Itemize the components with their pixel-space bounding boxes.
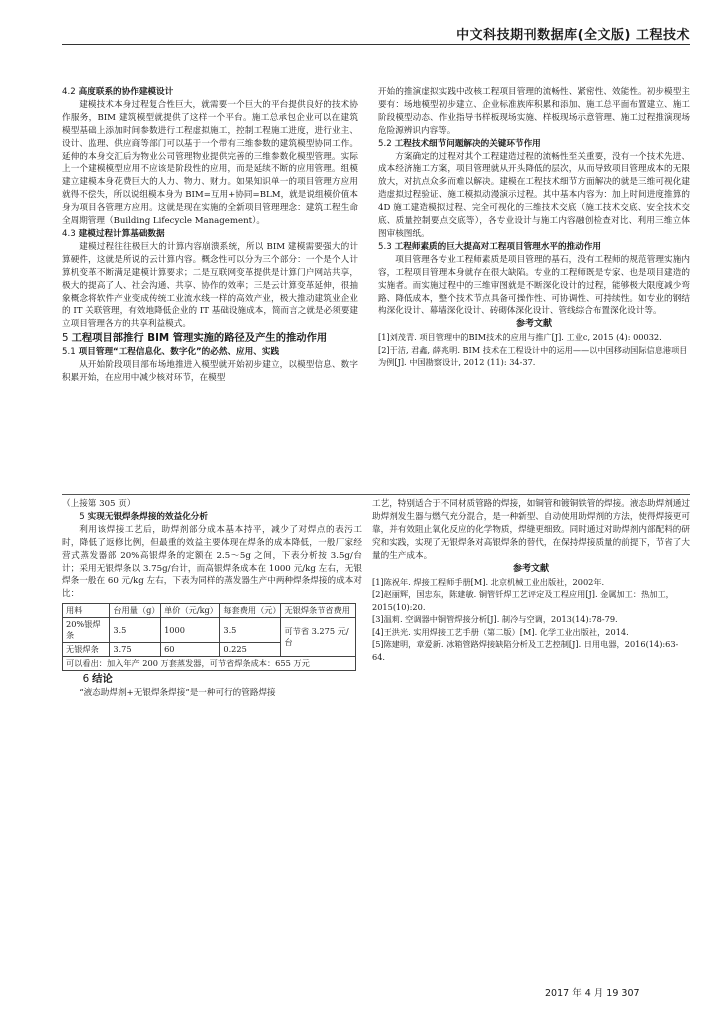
reference-item: [2]于洁, 君鑫, 薛兆明. BIM 技术在工程设计中的运用——以中国移动国际信息港项目为例[J]. 中国勘察设计, 2012 (11): 34-37. <box>378 344 688 368</box>
section-4-3-heading: 4.3 建模过程计算基础数据 <box>62 228 165 239</box>
reference-item: [1]刘茂青. 项目管理中的BIM技术的应用与推广[J]. 工业c, 2015 (4): 00032. <box>378 332 662 343</box>
top-right-column <box>378 86 690 369</box>
table-saving-cell: 可节省 3.275 元/台 <box>281 618 356 657</box>
section-4-2-heading: 4.2 高度联系的协作建模设计 <box>62 87 174 97</box>
table-header-cell: 台用量（g） <box>110 604 161 618</box>
table-cell: 3.5 <box>220 618 281 643</box>
continued-paragraph: 开始的推演虚拟实践中改核工程项目管理的流畅性、紧密性、效能性。初步模型主要有：场地模型初步建立、企业标准族库积累和添加、施工总平面布置建立、施工阶段模型动态、作业指导书样板现场实施、样板现场示意管理、施工过程推演现场危险源辨识内容等。 <box>378 87 690 136</box>
section-5-3-heading: 5.3 工程师素质的巨大提高对工程项目管理水平的推动作用 <box>378 241 601 252</box>
section-5-heading: 5 工程项目部推行 BIM 管理实施的路径及产生的推动作用 <box>62 332 328 345</box>
references-title: 参考文献 <box>512 563 549 574</box>
table-cell: 3.5 <box>110 618 161 643</box>
section-5-2-heading: 5.2 工程技术细节问题解决的关键环节作用 <box>378 138 541 149</box>
table-header-cell: 无银焊条节省费用 <box>281 604 356 618</box>
reference-item: [4]王洪光. 实用焊接工艺手册（第二版）[M]. 化学工业出版社，2014. <box>372 626 629 637</box>
table-header-cell: 用料 <box>63 604 110 618</box>
top-left-column <box>62 86 358 384</box>
table-note: 可以看出：加入年产 200 万套蒸发器，可节省焊条成本：655 万元 <box>63 657 356 671</box>
table-row <box>63 618 356 643</box>
table-cell: 20%银焊条 <box>63 618 110 643</box>
table-header-cell: 每套费用（元） <box>220 604 281 618</box>
section-6-paragraph: “液态助焊剂+无银焊条焊接”是一种可行的管路焊接 <box>79 687 276 698</box>
reference-item: [5]陈建明，章爱新. 冰箱管路焊接缺陷分析及工艺控制[J]. 日用电器，2016(14):63-64. <box>372 639 679 662</box>
section-5-1-heading: 5.1 项目管理“工程信息化、数字化”的必然、应用、实践 <box>62 346 280 357</box>
table-header-cell: 单价（元/kg） <box>161 604 220 618</box>
reference-item: [1]陈祝年. 焊接工程师手册[M]. 北京机械工业出版社，2002年. <box>372 576 605 587</box>
bottom-left-column <box>62 498 362 700</box>
reference-item: [2]赵丽辉，国忠东，陈建敏. 铜管钎焊工艺评定及工程应用[J]. 金属加工：热加工，2015(10):20. <box>372 589 674 612</box>
section-5-3-paragraph: 项目管理各专业工程师素质是项目管理的基石，没有工程师的规范管理实施内容，工程项目管理本身就存在很大缺陷。专业的工程师既是专家、也是项目建造的实施者。而实施过程中的三维审图就是不断深化设计的过程，能够极大限度减少弯路、降低成本，整个技术节点具备可操作性、可协调性、可持续性。如专业的钢结构深化设计、幕墙深化设计、砖砌体深化设计、管线综合布置深化设计等。 <box>378 254 690 317</box>
section-5-2-paragraph: 方案确定的过程对其个工程建造过程的流畅性至关重要，没有一个技术先进、成本经济施工方案，项目管理就从开头降低的层次，从而导致项目管理成本的无限放大，对抗点众多而难以解决。建模在工程技术细节方面解决的就是三维可视化建造虚拟过程验证、施工模拟动漫演示过程。其中基本内容为：加上时间进度推算的 4D 施工建造模拟过程、完全可视化的三维技术交底（施工技术交底、安全技术交底、质量控制要点交底等），各专业设计与施工内容融创检查对比、利用三维立体图审核图纸。 <box>378 151 690 239</box>
page-footer: 2017 年 4 月 19 307 <box>545 988 640 999</box>
table-header-row <box>63 604 356 618</box>
continuation-note: （上接第 305 页） <box>62 499 136 509</box>
section-5-heading: 5 实现无银焊条焊接的效益化分析 <box>79 511 208 522</box>
header-rule <box>62 44 690 45</box>
continued-paragraph: 工艺，特别适合于不同材质管路的焊接，如铜管和镀铜铁管的焊接。液态助焊剂通过助焊剂发生器与燃气充分混合，是一种新型、自动使用助焊剂的方法，使得焊接更可靠，并有效阻止氧化反应的化学物质，焊缝更细致。同时通过对助焊剂内部配料的研究和实践，实现了无银焊条对高银焊条的替代，在保持焊接质量的前提下，节省了大量的生产成本。 <box>372 499 690 561</box>
cost-comparison-table <box>62 603 356 671</box>
table-cell: 0.225 <box>220 643 281 657</box>
table-cell: 3.75 <box>110 643 161 657</box>
article-divider <box>62 494 690 495</box>
journal-header: 中文科技期刊数据库(全文版) 工程技术 <box>456 28 690 43</box>
table-cell: 1000 <box>161 618 220 643</box>
section-6-heading: 6 结论 <box>82 673 113 686</box>
reference-item: [3]温莉. 空调器中铜管焊接分析[J]. 制冷与空调，2013(14):78-79. <box>372 614 618 625</box>
bottom-right-column <box>372 498 690 663</box>
references-title: 参考文献 <box>515 319 552 330</box>
table-note-row <box>63 657 356 671</box>
table-cell: 60 <box>161 643 220 657</box>
section-4-3-paragraph: 建模过程往往极巨大的计算内容崩溃系统，所以 BIM 建模需要强大的计算硬件，这就是所说的云计算内容。概念性可以分为三个部分：一个是个人计算机变革不断满足建模计算要求；二是互联网变革提供是计算门户网站共享，极大的提高了人、社会沟通、共享、协作的效率；三是云计算变革延伸，很抽象概念将软件产业变成传统工业流水线一样的高效产业，极大推动建筑业企业的 IT 关联管理，有效地降低企业的 IT 基础设施成本，简而言之就是必须要建立项目管理各方的共享利益模式。 <box>62 241 358 330</box>
section-4-2-paragraph: 建模技术本身过程复合性巨大，就需要一个巨大的平台提供良好的技术协作服务，BIM 建筑模型就提供了这样一个平台。施工总承包企业可以在建筑模型基础上添加时间参数进行工程虚拟施工，控制工程施工进度，进行业主、设计、监理、供应商等部门可以基于一个带有三维参数的建筑模型协同工作。延伸的本身交汇后为物业公司管理物业提供完善的三维参数化模型管理。实际上一个建模模型应用不应该是阶段性的应用，而是延续不断的应用管理。组模建立建模本身花费巨大的人力、物力、财力。如果知识单一的项目管理方应用就得不偿失，所以说组模本身为 BIM=互用+协同=BLM，就是说组模价值本身为项目各管理方应用。这就是现在实施的全新项目管理理念：建筑工程生命全周期管理（Building Lifecycle Management）。 <box>62 99 358 227</box>
table-cell: 无银焊条 <box>63 643 110 657</box>
section-5-1-paragraph: 从开始阶段项目部布场地推进入模型就开始初步建立，以模型信息、数字积累开始，在应用中减少核对环节，在模型 <box>62 359 358 383</box>
section-5-paragraph: 利用该焊接工艺后，助焊剂部分成本基本持平，减少了对焊点的表污工时，降低了返修比例，但最重的效益主要体现在焊条的成本降低，一般厂家经营式蒸发器部 20%高银焊条的定额在 2.5～5g 之间，下表分析按 3.5g/台计；采用无银焊条以 3.75g/台计，而高银焊条成本在 1000 元/kg 左右，无银焊条一般在 60 元/kg 左右，下表为同样的蒸发器生产中两种焊条焊接的成本对比： <box>62 524 362 600</box>
